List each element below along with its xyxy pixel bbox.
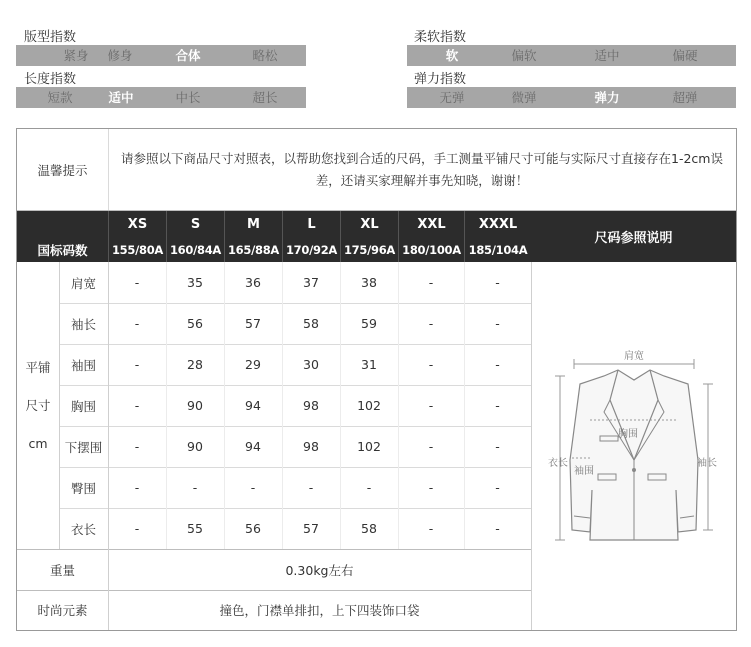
measurement-value: 36	[245, 275, 261, 290]
measurement-value: 56	[187, 316, 203, 331]
measurement-value: -	[428, 521, 434, 536]
elasticity-index-bar	[407, 87, 736, 108]
elasticity-option: 超弹	[672, 90, 698, 105]
length-option: 中长	[175, 90, 201, 105]
measurement-value: 57	[245, 316, 261, 331]
measurement-value: -	[134, 521, 140, 536]
fit-option: 紧身	[63, 48, 89, 63]
size-column-header: S	[166, 211, 224, 237]
notice-text	[108, 129, 736, 211]
notice-label: 温馨提示	[37, 163, 88, 178]
measurement-value: 28	[187, 357, 203, 372]
softness-index-title: 柔软指数	[414, 30, 467, 45]
measurement-name: 衣长	[70, 521, 96, 537]
elasticity-option: 无弹	[439, 90, 465, 105]
size-column-header: XL	[340, 211, 398, 237]
measurement-value: -	[495, 357, 500, 372]
diagram-label-sleeve-circ: 袖围	[574, 466, 594, 477]
size-column-header: XXXL	[464, 211, 531, 237]
length-index-title: 长度指数	[24, 72, 77, 87]
diagram-label-chest: 胸围	[618, 429, 638, 440]
style-label: 时尚元素	[37, 603, 88, 618]
measurement-value: -	[495, 316, 500, 331]
measurement-value: 55	[187, 521, 203, 536]
fit-index-title: 版型指数	[24, 30, 77, 45]
weight-label: 重量	[49, 562, 75, 578]
softness-option: 偏软	[511, 48, 537, 63]
intl-size-label: 国标码数	[17, 237, 108, 262]
measurement-value: 57	[303, 521, 319, 536]
intl-size-code: 155/80A	[108, 237, 166, 262]
softness-index-bar	[407, 45, 736, 66]
measurement-value: 29	[245, 357, 261, 372]
measurement-value: -	[428, 316, 434, 331]
diagram-label-shoulder: 肩宽	[624, 351, 644, 362]
measurement-value: -	[428, 275, 434, 290]
measurement-value: -	[428, 439, 434, 454]
measurement-value: 98	[303, 398, 319, 413]
intl-size-code: 180/100A	[398, 237, 464, 262]
softness-option: 偏硬	[672, 48, 698, 63]
measurement-value: 90	[187, 398, 203, 413]
measurement-value: -	[134, 480, 140, 495]
measurement-name: 下摆围	[64, 439, 103, 455]
intl-size-code: 175/96A	[340, 237, 398, 262]
measurement-value: 30	[303, 357, 319, 372]
fit-option: 修身	[107, 48, 133, 63]
weight-value: 0.30kg左右	[285, 562, 354, 578]
fit-option: 合体	[175, 48, 201, 63]
measurement-value: 102	[357, 439, 381, 454]
jacket-measurement-diagram	[538, 340, 728, 550]
measurement-value: 38	[361, 275, 377, 290]
notice-line-1: 请参照以下商品尺寸对照表，以帮助您找到合适的尺码，手工测量平铺尺寸可能与实际尺寸直接存在1-2cm误	[121, 151, 723, 166]
size-column-header: L	[282, 211, 340, 237]
measurement-value: -	[495, 439, 500, 454]
measurement-name: 胸围	[70, 398, 96, 414]
style-value: 撞色，门襟单排扣，上下四装饰口袋	[219, 603, 420, 618]
measurement-value: -	[428, 357, 434, 372]
measurement-value: -	[308, 480, 314, 495]
measurement-name: 臀围	[70, 480, 96, 496]
fit-option: 略松	[252, 48, 278, 63]
size-reference-title: 尺码参照说明	[531, 211, 736, 262]
intl-size-code: 185/104A	[464, 237, 531, 262]
measurement-value: 94	[245, 398, 261, 413]
measurement-value: -	[495, 275, 500, 290]
measurement-value: -	[192, 480, 198, 495]
size-column-header: XS	[108, 211, 166, 237]
measurement-value: 102	[357, 398, 381, 413]
measurement-value: -	[250, 480, 256, 495]
elasticity-option: 微弹	[511, 90, 537, 105]
length-option: 短款	[47, 90, 73, 105]
measurement-value: -	[495, 480, 500, 495]
measurement-value: -	[366, 480, 372, 495]
intl-size-code: 165/88A	[224, 237, 282, 262]
measurement-value: -	[134, 316, 140, 331]
measurement-value: 94	[245, 439, 261, 454]
measurement-value: 58	[303, 316, 319, 331]
measurement-value: 31	[361, 357, 377, 372]
size-column-header: XXL	[398, 211, 464, 237]
measurement-name: 袖围	[70, 357, 96, 373]
size-column-header: M	[224, 211, 282, 237]
length-option: 超长	[252, 90, 278, 105]
intl-size-code: 160/84A	[166, 237, 224, 262]
measurement-value: -	[428, 398, 434, 413]
diagram-label-length: 衣长	[548, 458, 568, 469]
measurement-value: 56	[245, 521, 261, 536]
notice-line-2: 差，还请买家理解并事先知晓，谢谢！	[315, 173, 529, 188]
length-option: 适中	[108, 90, 134, 105]
measurement-value: 37	[303, 275, 319, 290]
diagram-label-sleeve-len: 袖长	[697, 458, 717, 469]
softness-option: 软	[445, 48, 459, 63]
measurement-value: 90	[187, 439, 203, 454]
measurement-value: 58	[361, 521, 377, 536]
softness-option: 适中	[594, 48, 620, 63]
intl-size-code: 170/92A	[282, 237, 340, 262]
measurement-name: 袖长	[70, 316, 96, 332]
measurement-value: -	[495, 521, 500, 536]
elasticity-index-title: 弹力指数	[414, 72, 467, 87]
measurement-value: -	[495, 398, 500, 413]
length-index-bar	[16, 87, 306, 108]
measurement-name: 肩宽	[70, 275, 96, 291]
measurement-value: -	[134, 398, 140, 413]
fit-index-bar	[16, 45, 306, 66]
measurement-value: 98	[303, 439, 319, 454]
measurement-value: -	[134, 357, 140, 372]
measurement-value: -	[428, 480, 434, 495]
measurement-value: -	[134, 275, 140, 290]
flat-label-line-3: cm	[28, 435, 48, 451]
flat-label-line-2: 尺寸	[25, 397, 51, 413]
measurement-value: 59	[361, 316, 377, 331]
flat-label-line-1: 平铺	[25, 359, 51, 375]
measurement-value: -	[134, 439, 140, 454]
flat-measure-label	[17, 262, 59, 549]
elasticity-option: 弹力	[594, 90, 620, 105]
measurement-value: 35	[187, 275, 203, 290]
